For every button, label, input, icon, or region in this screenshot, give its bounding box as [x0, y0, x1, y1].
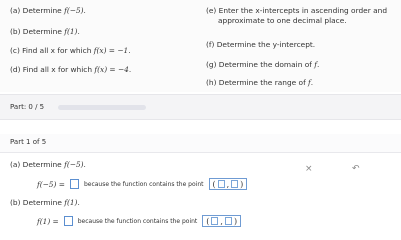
- subpart-header: [0, 134, 401, 153]
- progress-track: [58, 105, 146, 110]
- task-g-text: (g) Determine the domain of: [206, 60, 315, 69]
- answer-b-open-paren: (: [206, 216, 210, 226]
- task-e-line1: (e) Enter the x-intercepts in ascending order and: [206, 6, 388, 15]
- task-b-text: (b) Determine: [10, 27, 65, 36]
- task-d-text: (d) Find all x for which: [10, 65, 95, 74]
- part-progress-bar: [0, 94, 401, 120]
- task-a-math: f(−5): [64, 6, 84, 15]
- undo-button[interactable]: ↶: [352, 164, 360, 174]
- question-b-suffix: .: [77, 198, 80, 207]
- answer-a-row: [37, 178, 247, 190]
- answer-b-explanation: because the function contains the point: [77, 217, 198, 225]
- answer-b-close-paren: ): [233, 216, 238, 226]
- task-g-suffix: .: [316, 60, 320, 69]
- answer-a-point-y-input[interactable]: [231, 180, 238, 188]
- question-a: [10, 160, 86, 169]
- answer-a-value-input[interactable]: [70, 179, 79, 189]
- answer-a-comma: ,: [226, 179, 230, 189]
- task-c-text: (c) Find all x for which: [10, 46, 94, 55]
- part-progress-label: Part: 0 / 5: [10, 103, 45, 111]
- task-e-line2: approximate to one decimal place.: [218, 16, 347, 25]
- task-b-suffix: .: [77, 27, 80, 36]
- task-list: [0, 0, 401, 92]
- question-a-text: (a) Determine: [10, 160, 65, 169]
- task-g: [206, 60, 319, 69]
- task-f: (f) Determine the y-intercept.: [206, 40, 316, 49]
- answer-b-point-pair: [202, 215, 241, 227]
- task-a-suffix: .: [83, 6, 86, 15]
- answer-b-point-x-input[interactable]: [211, 217, 218, 225]
- answer-b-comma: ,: [220, 216, 223, 226]
- answer-a-point-x-input[interactable]: [218, 180, 225, 188]
- task-d-suffix: .: [128, 65, 132, 74]
- task-h: [206, 78, 313, 87]
- question-b-math: f(1): [64, 198, 78, 207]
- question-a-suffix: .: [83, 160, 86, 169]
- question-b-text: (b) Determine: [10, 198, 65, 207]
- question-b: [10, 198, 80, 207]
- question-a-math: f(−5): [64, 160, 84, 169]
- answer-a-lhs: f(−5) =: [37, 179, 65, 189]
- task-g-math: f: [314, 60, 317, 69]
- answer-a-close-paren: ): [240, 179, 244, 189]
- answer-b-point-y-input[interactable]: [225, 217, 232, 225]
- task-h-suffix: .: [310, 78, 314, 87]
- task-d: [10, 65, 131, 74]
- answer-a-open-paren: (: [212, 179, 216, 189]
- task-h-text: (h) Determine the range of: [206, 78, 309, 87]
- subpart-label: Part 1 of 5: [10, 138, 47, 146]
- answer-b-row: [37, 215, 241, 227]
- task-a-text: (a) Determine: [10, 6, 65, 15]
- task-b: [10, 27, 80, 36]
- task-c: [10, 46, 131, 55]
- clear-button[interactable]: ×: [305, 164, 313, 174]
- task-d-math: f(x) = −4: [94, 65, 129, 74]
- answer-b-value-input[interactable]: [64, 216, 73, 226]
- task-h-math: f: [308, 78, 311, 87]
- task-a: [10, 6, 86, 15]
- task-c-suffix: .: [128, 46, 131, 55]
- answer-a-explanation: because the function contains the point: [83, 180, 204, 188]
- answer-a-point-pair: [209, 178, 248, 190]
- task-b-math: f(1): [64, 27, 78, 36]
- task-c-math: f(x) = −1: [93, 46, 129, 55]
- answer-b-lhs: f(1) =: [37, 216, 59, 226]
